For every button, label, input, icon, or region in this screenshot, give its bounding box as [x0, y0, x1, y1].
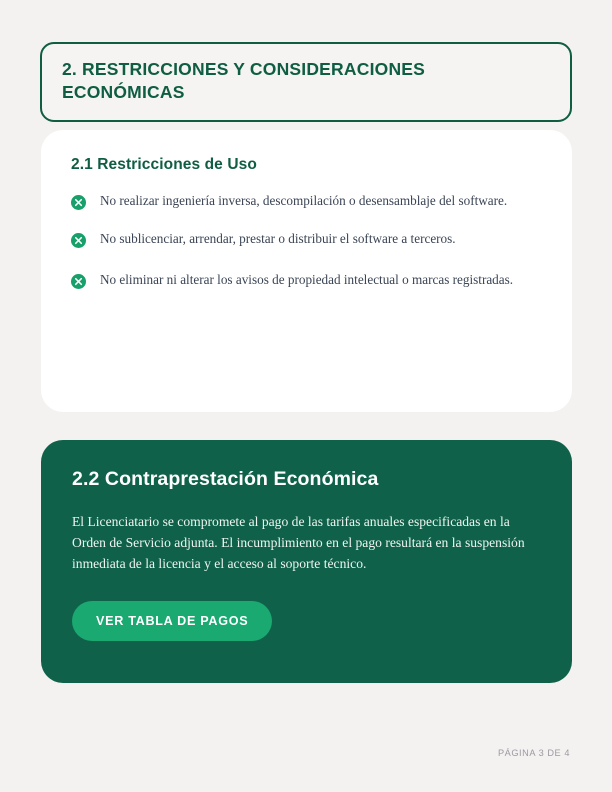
list-item [71, 271, 542, 289]
list-item-text: No realizar ingeniería inversa, descompilación o desensamblaje del software. [100, 193, 508, 208]
circle-x-icon [71, 274, 86, 289]
list-item-text: No eliminar ni alterar los avisos de propiedad intelectual o marcas registradas. [100, 272, 514, 287]
section-header [40, 42, 572, 122]
economic-card-body: El Licenciatario se compromete al pago de las tarifas anuales especificadas en la Orden de Servicio adjunta. El incumplimiento en el pago resultará en la suspensión inmediata de la licencia y el acceso al soporte técnico. [72, 514, 525, 572]
list-item-text: No sublicenciar, arrendar, prestar o distribuir el software a terceros. [100, 231, 456, 246]
section-header-title: 2. RESTRICCIONES Y CONSIDERACIONES ECONÓMICAS [62, 59, 426, 103]
view-payment-table-button[interactable]: VER TABLA DE PAGOS [72, 601, 272, 641]
restrictions-list [71, 192, 542, 289]
circle-x-icon [71, 233, 86, 248]
list-item [71, 230, 542, 248]
restrictions-card [41, 130, 572, 412]
list-item [71, 192, 542, 210]
circle-x-icon [71, 195, 86, 210]
economic-card-title: 2.2 Contraprestación Económica [72, 468, 379, 490]
restrictions-card-title: 2.1 Restricciones de Uso [71, 156, 257, 173]
economic-card [41, 440, 572, 683]
page-footer: PÁGINA 3 DE 4 [498, 748, 570, 758]
